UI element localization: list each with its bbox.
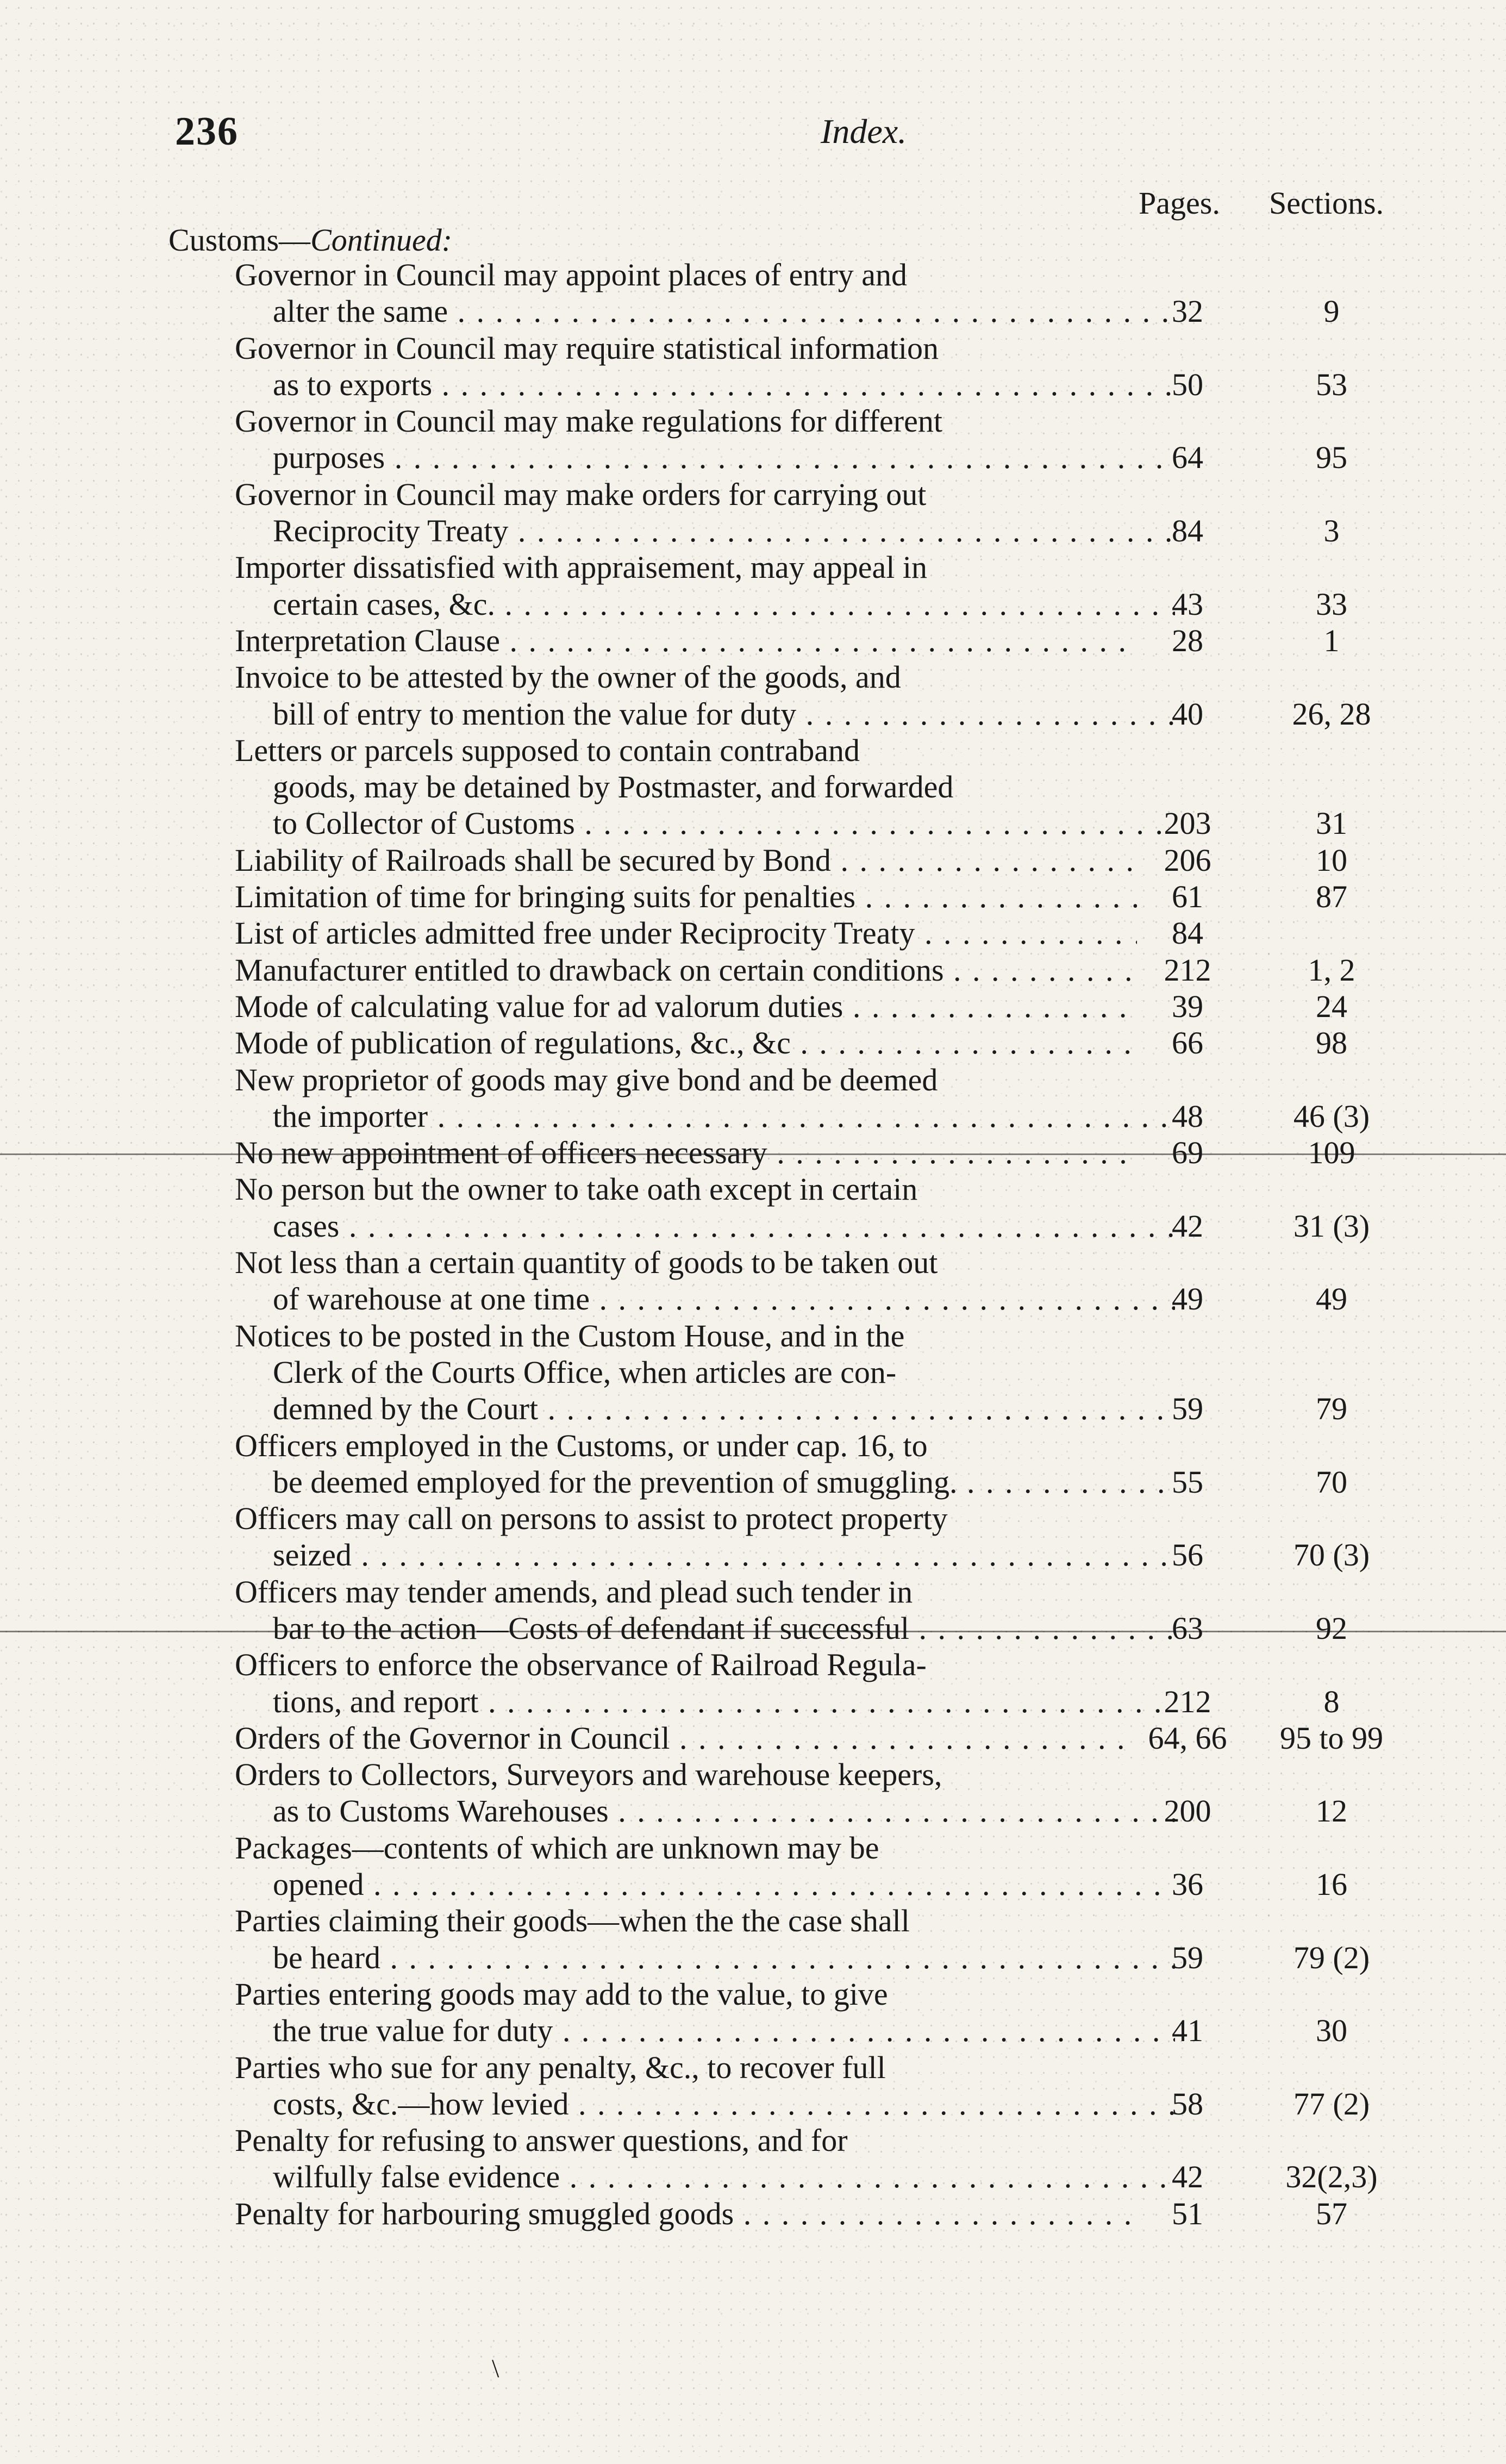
entry-section: 16 (1316, 1867, 1347, 1902)
index-entry (0, 1756, 1506, 1830)
entry-continuation-line (0, 1098, 1506, 1134)
entry-continuation-line (0, 1537, 1506, 1573)
entry-page: 36 (1172, 1867, 1203, 1902)
index-entry (0, 476, 1506, 550)
entry-continuation-line (0, 769, 1506, 805)
entry-text: Packages—contents of which are unknown may be (235, 1830, 879, 1866)
entry-line (0, 1062, 1506, 1098)
entry-line (0, 952, 1506, 988)
entry-continuation-line (0, 1683, 1506, 1720)
heading-continued: Continued: (310, 222, 453, 258)
entry-text: Governor in Council may require statistical information (235, 330, 939, 366)
entry-text: Officers may tender amends, and plead such tender in (235, 1574, 913, 1610)
index-entry (0, 2195, 1506, 2232)
entry-section: 98 (1316, 1025, 1347, 1061)
entry-continuation-line (0, 2086, 1506, 2122)
entry-text: Clerk of the Courts Office, when articles are con- (273, 1354, 897, 1390)
entry-continuation-line (0, 1464, 1506, 1500)
entry-page: 69 (1172, 1135, 1203, 1171)
entry-continuation-line (0, 366, 1506, 403)
entry-page: 212 (1164, 1683, 1211, 1719)
entry-continuation-line (0, 696, 1506, 732)
entry-text: Orders to Collectors, Surveyors and warehouse keepers, (235, 1757, 942, 1793)
entry-text: tions, and report . . . (273, 1683, 1175, 1720)
entry-section: 33 (1316, 586, 1347, 622)
entry-line (0, 1720, 1506, 1756)
index-entry (0, 988, 1506, 1025)
entry-text: wilfully false evidence . . . (273, 2159, 1175, 2195)
entry-page: 42 (1172, 2159, 1203, 2195)
entry-continuation-line (0, 1793, 1506, 1829)
entry-text: No new appointment of officers necessary . . . (235, 1134, 1137, 1171)
index-entry (0, 878, 1506, 915)
entry-text: alter the same . . . (273, 293, 1175, 329)
entry-text: Not less than a certain quantity of goods to be taken out (235, 1245, 938, 1281)
index-entry (0, 1830, 1506, 1903)
entry-text: Penalty for harbouring smuggled goods . . . (235, 2195, 1137, 2232)
entry-page: 28 (1172, 622, 1203, 658)
entry-text: Governor in Council may appoint places of entry and (235, 257, 908, 292)
entry-text: Parties entering goods may add to the value, to give (235, 1976, 888, 2012)
heading-term: Customs— (168, 222, 311, 258)
index-entry (0, 1427, 1506, 1501)
index-entry (0, 1976, 1506, 2049)
index-entry (0, 952, 1506, 988)
entry-line (0, 1500, 1506, 1537)
entry-text: Governor in Council may make regulations for different (235, 403, 942, 439)
entry-text: the true value for duty . . . (273, 2012, 1175, 2049)
entry-text: of warehouse at one time . . . (273, 1281, 1175, 1317)
index-entry (0, 1171, 1506, 1244)
entry-page: 32 (1172, 294, 1203, 329)
entry-continuation-line (0, 2012, 1506, 2049)
entry-line (0, 1318, 1506, 1354)
entry-page: 50 (1172, 366, 1203, 402)
entry-continuation-line (0, 1866, 1506, 1902)
entry-section: 31 (3) (1293, 1208, 1370, 1244)
index-entry (0, 403, 1506, 476)
index-entry (0, 622, 1506, 659)
entry-page: 43 (1172, 586, 1203, 622)
entry-page: 203 (1164, 806, 1211, 841)
entry-text: bill of entry to mention the value for duty . . . (273, 696, 1175, 732)
entry-section: 30 (1316, 2013, 1347, 2049)
entry-text: Interpretation Clause . . . (235, 622, 1137, 659)
entry-page: 40 (1172, 696, 1203, 732)
entry-text: be deemed employed for the prevention of smuggling. . . . (273, 1464, 1175, 1500)
entry-section: 9 (1323, 294, 1340, 329)
stray-mark: \ (492, 2354, 499, 2383)
entry-line (0, 330, 1506, 366)
index-entry (0, 2049, 1506, 2123)
entry-page: 84 (1172, 915, 1203, 951)
entry-continuation-line (0, 2159, 1506, 2195)
entry-text: Governor in Council may make orders for carrying out (235, 476, 927, 512)
entry-text: Mode of publication of regulations, &c., &c . . . (235, 1025, 1137, 1061)
index-entry (0, 1720, 1506, 1756)
running-head: Index. (821, 112, 907, 151)
entry-text: bar to the action—Costs of defendant if successful . . . (273, 1610, 1175, 1646)
entry-text: as to exports . . . (273, 366, 1175, 403)
entry-text: as to Customs Warehouses . . . (273, 1793, 1175, 1829)
entry-page: 64, 66 (1148, 1720, 1227, 1756)
entry-line (0, 842, 1506, 878)
entry-text: to Collector of Customs . . . (273, 805, 1175, 841)
entry-page: 41 (1172, 2013, 1203, 2049)
index-entry (0, 915, 1506, 951)
entry-section: 79 (2) (1293, 1939, 1370, 1975)
entry-text: the importer . . . (273, 1098, 1175, 1134)
entry-text: Orders of the Governor in Council . . . (235, 1720, 1137, 1756)
entry-section: 32(2,3) (1285, 2159, 1378, 2195)
entry-text: No person but the owner to take oath except in certain (235, 1171, 918, 1207)
entry-line (0, 257, 1506, 293)
index-entry (0, 659, 1506, 732)
entry-line (0, 732, 1506, 769)
index-heading (168, 222, 452, 258)
entry-section: 26, 28 (1292, 696, 1371, 732)
entry-line (0, 1976, 1506, 2012)
entry-text: Letters or parcels supposed to contain contraband (235, 732, 860, 768)
entry-line (0, 476, 1506, 513)
entry-text: Reciprocity Treaty . . . (273, 513, 1175, 549)
entry-section: 3 (1323, 513, 1340, 549)
entry-text: Officers to enforce the observance of Railroad Regula- (235, 1647, 927, 1683)
entry-line (0, 622, 1506, 659)
entry-text: Importer dissatisfied with appraisement, may appeal in (235, 550, 928, 585)
column-header-pages: Pages. (1139, 185, 1220, 221)
entry-continuation-line (0, 1939, 1506, 1976)
index-entry (0, 1574, 1506, 1647)
entry-text: List of articles admitted free under Reciprocity Treaty . . . (235, 915, 1137, 951)
entry-line (0, 1574, 1506, 1610)
entry-line (0, 1025, 1506, 1061)
entry-page: 206 (1164, 842, 1211, 878)
index-entry (0, 330, 1506, 403)
entry-continuation-line (0, 1390, 1506, 1427)
index-entry (0, 1500, 1506, 1574)
index-entry (0, 732, 1506, 842)
entry-section: 70 (1316, 1464, 1347, 1500)
index-entry (0, 1244, 1506, 1318)
entry-text: seized . . . (273, 1537, 1175, 1573)
entry-text: Invoice to be attested by the owner of the goods, and (235, 659, 901, 695)
entry-page: 48 (1172, 1098, 1203, 1134)
entry-line (0, 549, 1506, 585)
entry-section: 46 (3) (1293, 1098, 1370, 1134)
index-entry (0, 549, 1506, 622)
entry-section: 8 (1323, 1683, 1340, 1719)
entry-text: Parties claiming their goods—when the the case shall (235, 1903, 910, 1939)
entry-text: New proprietor of goods may give bond and be deemed (235, 1062, 938, 1097)
entry-continuation-line (0, 293, 1506, 329)
entry-page: 58 (1172, 2086, 1203, 2122)
entry-text: costs, &c.—how levied . . . (273, 2086, 1175, 2122)
entry-line (0, 2195, 1506, 2232)
entry-text: Officers employed in the Customs, or under cap. 16, to (235, 1427, 928, 1463)
entry-section: 31 (1316, 806, 1347, 841)
entry-section: 79 (1316, 1391, 1347, 1427)
entry-continuation-line (0, 439, 1506, 476)
entry-section: 53 (1316, 366, 1347, 402)
entry-section: 77 (2) (1293, 2086, 1370, 2122)
entry-text: Penalty for refusing to answer questions, and for (235, 2123, 848, 2159)
entry-text: certain cases, &c. . . . (273, 586, 1175, 622)
entry-section: 87 (1316, 879, 1347, 915)
entry-section: 12 (1316, 1793, 1347, 1829)
entry-line (0, 1756, 1506, 1793)
index-entry (0, 2122, 1506, 2195)
entry-page: 61 (1172, 879, 1203, 915)
entry-page: 59 (1172, 1939, 1203, 1975)
index-entry (0, 842, 1506, 878)
entry-continuation-line (0, 513, 1506, 549)
entry-section: 10 (1316, 842, 1347, 878)
column-header-sections: Sections. (1269, 185, 1384, 221)
entry-line (0, 2049, 1506, 2086)
entry-line (0, 1427, 1506, 1464)
entry-text: purposes . . . (273, 439, 1175, 476)
entry-line (0, 1244, 1506, 1281)
entry-text: demned by the Court . . . (273, 1390, 1175, 1427)
entry-line (0, 915, 1506, 951)
entry-page: 200 (1164, 1793, 1211, 1829)
entry-line (0, 878, 1506, 915)
entry-text: Liability of Railroads shall be secured by Bond . . . (235, 842, 1137, 878)
entry-continuation-line (0, 1354, 1506, 1390)
entry-page: 51 (1172, 2195, 1203, 2231)
index-entry (0, 1318, 1506, 1427)
entry-page: 49 (1172, 1281, 1203, 1317)
entry-section: 95 to 99 (1279, 1720, 1384, 1756)
entry-page: 42 (1172, 1208, 1203, 1244)
index-entries (0, 257, 1506, 2232)
index-entry (0, 1062, 1506, 1135)
entry-line (0, 988, 1506, 1025)
index-entry (0, 1134, 1506, 1171)
entry-page: 64 (1172, 440, 1203, 476)
entry-continuation-line (0, 1610, 1506, 1646)
entry-line (0, 403, 1506, 439)
entry-line (0, 1902, 1506, 1939)
entry-page: 63 (1172, 1610, 1203, 1646)
entry-line (0, 1830, 1506, 1866)
entry-page: 212 (1164, 952, 1211, 988)
entry-text: Parties who sue for any penalty, &c., to recover full (235, 2049, 886, 2085)
entry-text: Limitation of time for bringing suits for penalties . . . (235, 878, 1137, 915)
entry-section: 1 (1323, 622, 1340, 658)
entry-page: 55 (1172, 1464, 1203, 1500)
entry-continuation-line (0, 805, 1506, 841)
entry-section: 95 (1316, 440, 1347, 476)
entry-text: Manufacturer entitled to drawback on certain conditions . . . (235, 952, 1137, 988)
entry-section: 92 (1316, 1610, 1347, 1646)
entry-text: be heard . . . (273, 1939, 1175, 1976)
entry-line (0, 1134, 1506, 1171)
index-entry (0, 1025, 1506, 1061)
index-entry (0, 1902, 1506, 1976)
entry-page: 66 (1172, 1025, 1203, 1061)
entry-section: 24 (1316, 988, 1347, 1024)
entry-continuation-line (0, 1281, 1506, 1317)
entry-section: 109 (1308, 1135, 1355, 1171)
entry-page: 84 (1172, 513, 1203, 549)
entry-continuation-line (0, 586, 1506, 622)
entry-page: 59 (1172, 1391, 1203, 1427)
entry-line (0, 1646, 1506, 1683)
entry-page: 39 (1172, 988, 1203, 1024)
entry-text: cases . . . (273, 1208, 1175, 1244)
entry-text: goods, may be detained by Postmaster, and forwarded (273, 769, 954, 805)
entry-text: Mode of calculating value for ad valorum duties . . . (235, 988, 1137, 1025)
entry-line (0, 2122, 1506, 2159)
entry-section: 57 (1316, 2195, 1347, 2231)
entry-line (0, 659, 1506, 695)
entry-text: opened . . . (273, 1866, 1175, 1902)
entry-section: 49 (1316, 1281, 1347, 1317)
entry-section: 1, 2 (1308, 952, 1355, 988)
entry-section: 70 (3) (1293, 1537, 1370, 1573)
page-number: 236 (175, 109, 239, 154)
entry-page: 56 (1172, 1537, 1203, 1573)
entry-continuation-line (0, 1208, 1506, 1244)
index-entry (0, 1646, 1506, 1720)
entry-text: Officers may call on persons to assist to protect property (235, 1501, 948, 1537)
entry-text: Notices to be posted in the Custom House, and in the (235, 1318, 905, 1353)
index-entry (0, 257, 1506, 330)
entry-line (0, 1171, 1506, 1207)
